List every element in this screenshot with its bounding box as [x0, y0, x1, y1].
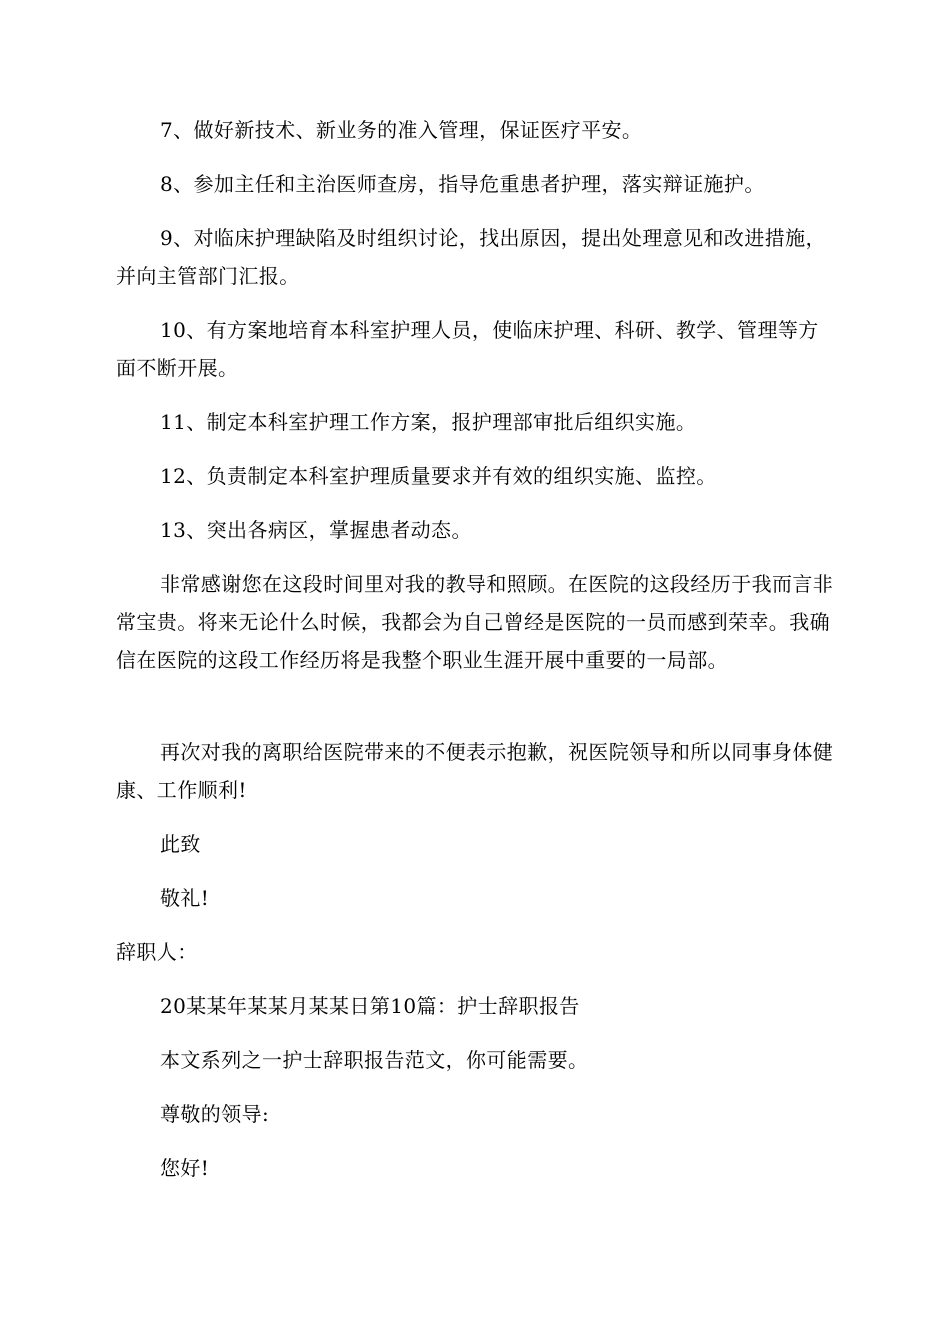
closing-salutation: 此致 — [160, 832, 201, 856]
paragraph-thanks: 非常感谢您在这段时间里对我的教导和照顾。在医院的这段经历于我而言非常宝贵。将来无论什么时候，我都会为自己曾经是医院的一员而感到荣幸。我确信在医院的这段工作经历将是我整个职业生涯开展中重要的一局部。 — [116, 572, 834, 672]
paragraph-item-8: 8、参加主任和主治医师查房，指导危重患者护理，落实辩证施护。 — [160, 172, 765, 196]
paragraph-item-13: 13、突出各病区，掌握患者动态。 — [160, 518, 472, 542]
greeting-hello: 您好! — [160, 1156, 210, 1180]
paragraph-item-10: 10、有方案地培育本科室护理人员，使临床护理、科研、教学、管理等方面不断开展。 — [116, 318, 819, 380]
paragraph-item-7: 7、做好新技术、新业务的准入管理，保证医疗平安。 — [160, 118, 643, 142]
signature-label: 辞职人： — [116, 940, 198, 964]
paragraph-item-12: 12、负责制定本科室护理质量要求并有效的组织实施、监控。 — [160, 464, 717, 488]
date-and-next-title: 20某某年某某月某某日第10篇：护士辞职报告 — [160, 994, 580, 1018]
paragraph-apology: 再次对我的离职给医院带来的不便表示抱歉，祝医院领导和所以同事身体健康、工作顺利! — [116, 740, 834, 802]
paragraph-item-11: 11、制定本科室护理工作方案，报护理部审批后组织实施。 — [160, 410, 697, 434]
paragraph-item-9: 9、对临床护理缺陷及时组织讨论，找出原因，提出处理意见和改进措施，并向主管部门汇报。 — [116, 226, 826, 288]
series-note: 本文系列之一护士辞职报告范文，你可能需要。 — [160, 1048, 589, 1072]
greeting-addressee: 尊敬的领导: — [160, 1102, 270, 1126]
closing-regards: 敬礼! — [160, 886, 210, 910]
